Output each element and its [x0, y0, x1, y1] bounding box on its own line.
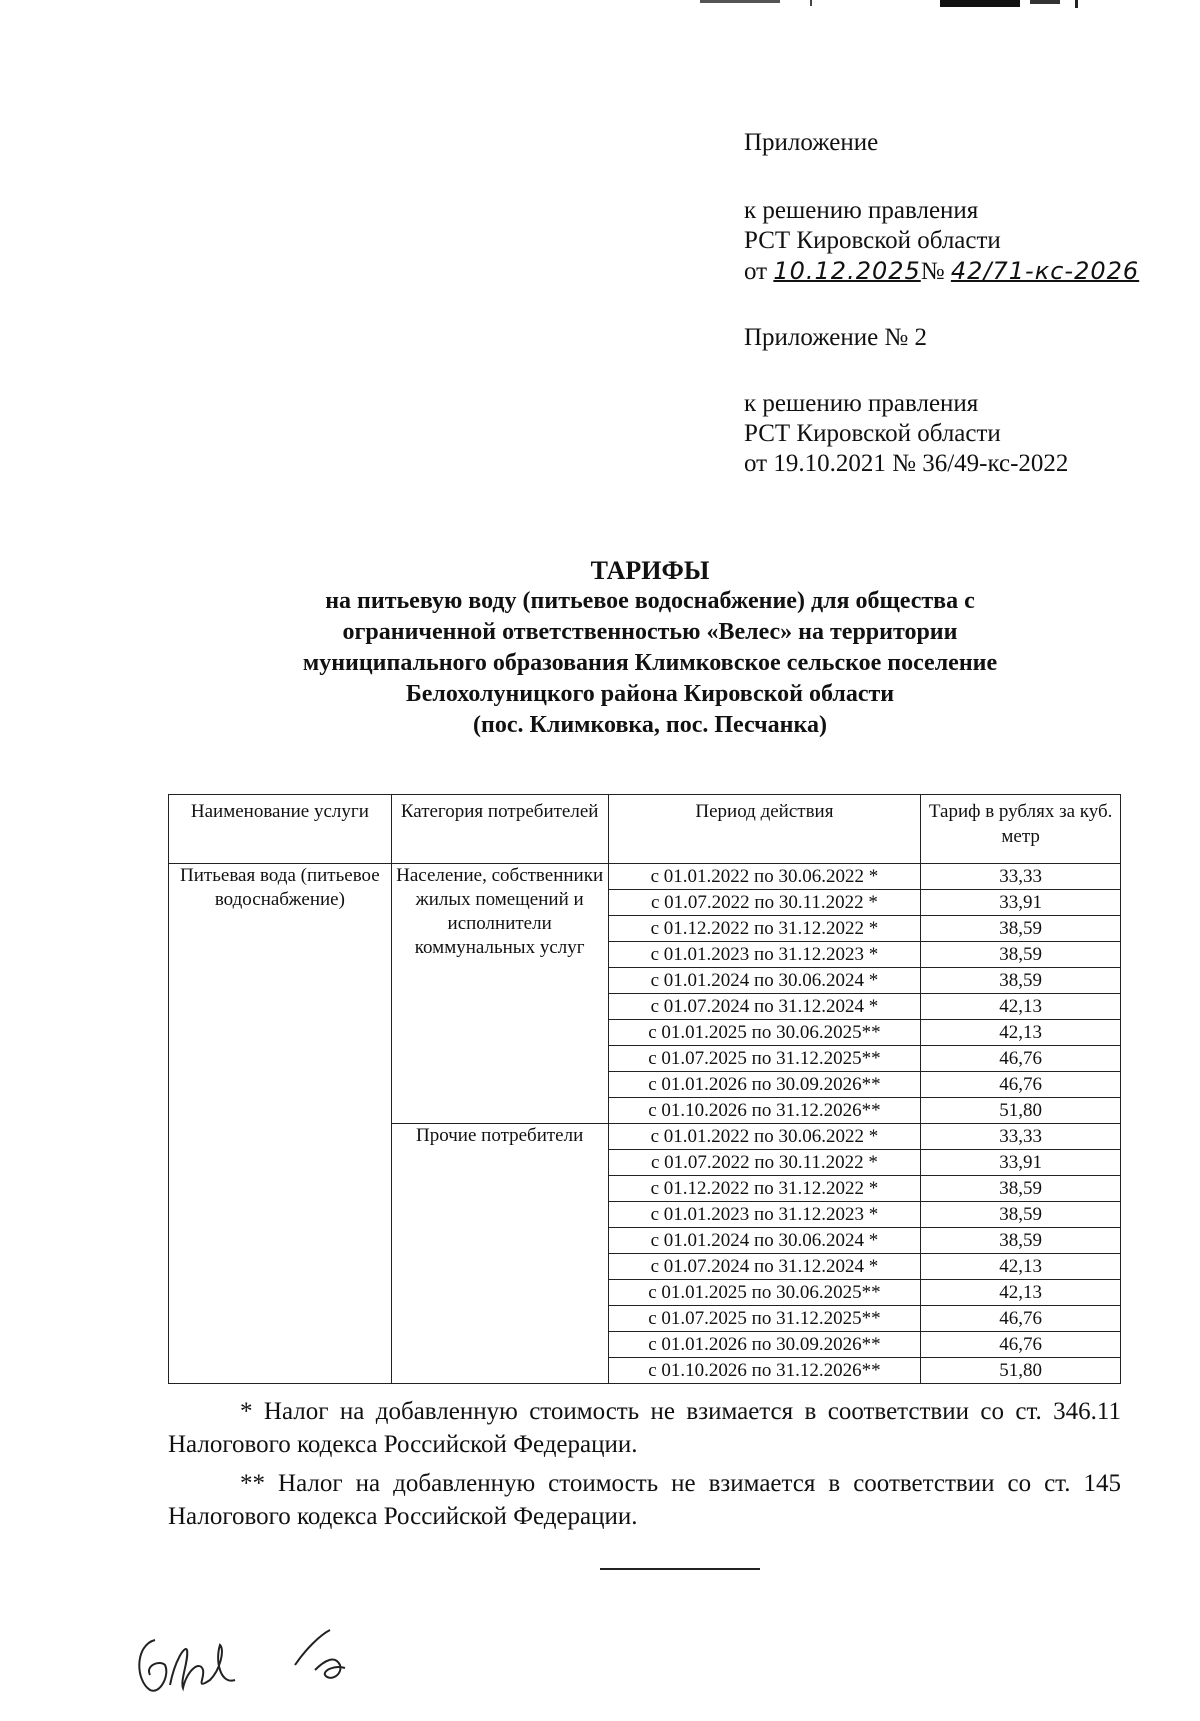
handwritten-number: 42/71-кс-2026 — [950, 257, 1140, 285]
tariff-cell: 38,59 — [921, 942, 1121, 968]
appendix-label: Приложение — [744, 129, 879, 156]
period-cell: с 01.07.2024 по 31.12.2024 * — [608, 994, 921, 1020]
authority-label: РСТ Кировской области — [744, 227, 1001, 254]
document-header — [744, 128, 1139, 479]
period-cell: с 01.12.2022 по 31.12.2022 * — [608, 916, 921, 942]
tariff-cell: 46,76 — [921, 1046, 1121, 1072]
tariff-cell: 33,33 — [921, 864, 1121, 890]
period-cell: с 01.01.2022 по 30.06.2022 * — [608, 1124, 921, 1150]
table-row — [169, 864, 1121, 890]
number-sign: № — [920, 258, 945, 285]
tariff-cell: 51,80 — [921, 1358, 1121, 1384]
tariff-cell: 38,59 — [921, 916, 1121, 942]
tariff-cell: 38,59 — [921, 1228, 1121, 1254]
tariff-cell: 38,59 — [921, 1202, 1121, 1228]
to-decision2-label: к решению правления — [744, 390, 979, 417]
tariff-cell: 33,91 — [921, 890, 1121, 916]
period-cell: с 01.01.2026 по 30.09.2026** — [608, 1332, 921, 1358]
from-prefix: от — [744, 258, 768, 285]
header-category: Категория потребителей — [391, 795, 608, 864]
period-cell: с 01.07.2025 по 31.12.2025** — [608, 1046, 921, 1072]
period-cell: с 01.12.2022 по 31.12.2022 * — [608, 1176, 921, 1202]
footnotes — [168, 1395, 1121, 1533]
tariff-cell: 33,33 — [921, 1124, 1121, 1150]
tariff-cell: 42,13 — [921, 1280, 1121, 1306]
period-cell: с 01.01.2024 по 30.06.2024 * — [608, 1228, 921, 1254]
tariff-cell: 51,80 — [921, 1098, 1121, 1124]
consumer-category-cell: Население, собственники жилых помещений и исполнители коммунальных услуг — [391, 864, 608, 1124]
footnote-1: * Налог на добавленную стоимость не взимается в соответствии со ст. 346.11 Налогового кодекса Российской Федерации. — [168, 1398, 1121, 1458]
period-cell: с 01.01.2023 по 31.12.2023 * — [608, 1202, 921, 1228]
title-line-2: ограниченной ответственностью «Велес» на территории — [342, 619, 958, 645]
appendix2-label: Приложение № 2 — [744, 324, 928, 351]
tariff-cell: 42,13 — [921, 994, 1121, 1020]
table-body — [169, 864, 1121, 1384]
period-cell: с 01.01.2023 по 31.12.2023 * — [608, 942, 921, 968]
period-cell: с 01.01.2022 по 30.06.2022 * — [608, 864, 921, 890]
period-cell: с 01.10.2026 по 31.12.2026** — [608, 1358, 921, 1384]
period-cell: с 01.01.2024 по 30.06.2024 * — [608, 968, 921, 994]
footnote-2: ** Налог на добавленную стоимость не взимается в соответствии со ст. 145 Налогового кодекса Российской Федерации. — [168, 1470, 1121, 1530]
tariff-cell: 42,13 — [921, 1020, 1121, 1046]
consumer-category-cell: Прочие потребители — [391, 1124, 608, 1384]
title-line-5: (пос. Климковка, пос. Песчанка) — [473, 712, 827, 738]
separator-line — [600, 1568, 760, 1570]
table-header-row — [169, 795, 1121, 864]
tariff-cell: 33,91 — [921, 1150, 1121, 1176]
period-cell: с 01.07.2022 по 30.11.2022 * — [608, 890, 921, 916]
tariff-cell: 42,13 — [921, 1254, 1121, 1280]
period-cell: с 01.07.2022 по 30.11.2022 * — [608, 1150, 921, 1176]
to-decision-label: к решению правления — [744, 197, 979, 224]
authority2-label: РСТ Кировской области — [744, 420, 1001, 447]
scan-artifact — [700, 0, 1100, 12]
handwritten-signature-icon — [125, 1620, 375, 1700]
header-service: Наименование услуги — [169, 795, 392, 864]
title-line-3: муниципального образования Климковское сельское поселение — [302, 650, 998, 676]
period-cell: с 01.07.2024 по 31.12.2024 * — [608, 1254, 921, 1280]
header-tariff: Тариф в рублях за куб. метр — [921, 795, 1121, 864]
tariff-cell: 46,76 — [921, 1332, 1121, 1358]
period-cell: с 01.01.2025 по 30.06.2025** — [608, 1280, 921, 1306]
title-heading: ТАРИФЫ — [590, 556, 710, 585]
period-cell: с 01.07.2025 по 31.12.2025** — [608, 1306, 921, 1332]
tariff-cell: 38,59 — [921, 968, 1121, 994]
tariff-cell: 46,76 — [921, 1072, 1121, 1098]
title-line-1: на питьевую воду (питьевое водоснабжение) для общества с — [325, 588, 975, 614]
title-line-4: Белохолуницкого района Кировской области — [405, 681, 895, 707]
period-cell: с 01.10.2026 по 31.12.2026** — [608, 1098, 921, 1124]
decision2-date-line: от 19.10.2021 № 36/49-кс-2022 — [744, 450, 1069, 477]
tariff-cell: 46,76 — [921, 1306, 1121, 1332]
period-cell: с 01.01.2026 по 30.09.2026** — [608, 1072, 921, 1098]
tariff-cell: 38,59 — [921, 1176, 1121, 1202]
handwritten-date: 10.12.2025 — [773, 257, 921, 285]
decision-date-line — [744, 256, 1139, 287]
header-period: Период действия — [608, 795, 921, 864]
document-title — [150, 555, 1150, 741]
period-cell: с 01.01.2025 по 30.06.2025** — [608, 1020, 921, 1046]
tariffs-table — [168, 794, 1121, 1384]
service-name-cell: Питьевая вода (питьевое водоснабжение) — [169, 864, 392, 1384]
